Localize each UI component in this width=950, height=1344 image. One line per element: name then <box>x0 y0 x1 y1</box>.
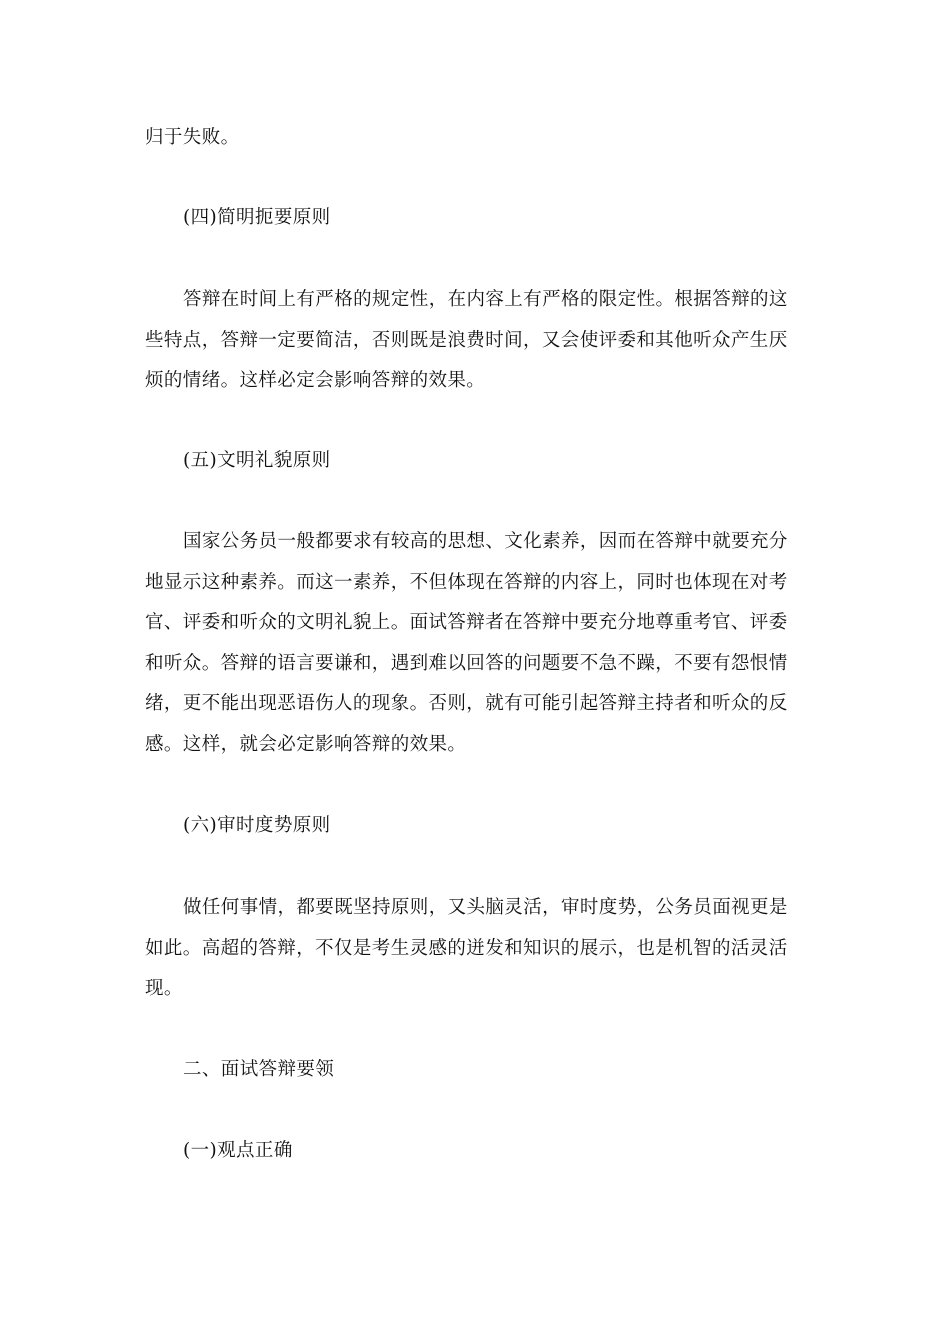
heading-principle-four: (四)简明扼要原则 <box>183 207 331 228</box>
paragraph-principle-six: 做任何事情，都要既坚持原则，又头脑灵活，审时度势，公务员面视更是如此。高超的答辩，不仅是考生灵感的迸发和知识的展示，也是机智的活灵活现。 <box>145 897 788 999</box>
heading-principle-five: (五)文明礼貌原则 <box>183 450 331 471</box>
heading-point-one: (一)观点正确 <box>183 1140 293 1161</box>
paragraph-principle-four: 答辩在时间上有严格的规定性，在内容上有严格的限定性。根据答辩的这些特点，答辩一定要简洁，否则既是浪费时间，又会使评委和其他听众产生厌烦的情绪。这样必定会影响答辩的效果。 <box>145 289 788 391</box>
paragraph-principle-five: 国家公务员一般都要求有较高的思想、文化素养，因而在答辩中就要充分地显示这种素养。而这一素养，不但体现在答辩的内容上，同时也体现在对考官、评委和听众的文明礼貌上。面试答辩者在答辩中要充分地尊重考官、评委和听众。答辩的语言要谦和，遇到难以回答的问题要不急不躁，不要有怨恨情绪，更不能出现恶语伤人的现象。否则，就有可能引起答辩主持者和听众的反感。这样，就会必定影响答辩的效果。 <box>145 531 788 755</box>
heading-section-two: 二、面试答辩要领 <box>183 1059 335 1080</box>
paragraph-continuation: 归于失败。 <box>145 127 240 148</box>
heading-principle-six: (六)审时度势原则 <box>183 815 331 836</box>
